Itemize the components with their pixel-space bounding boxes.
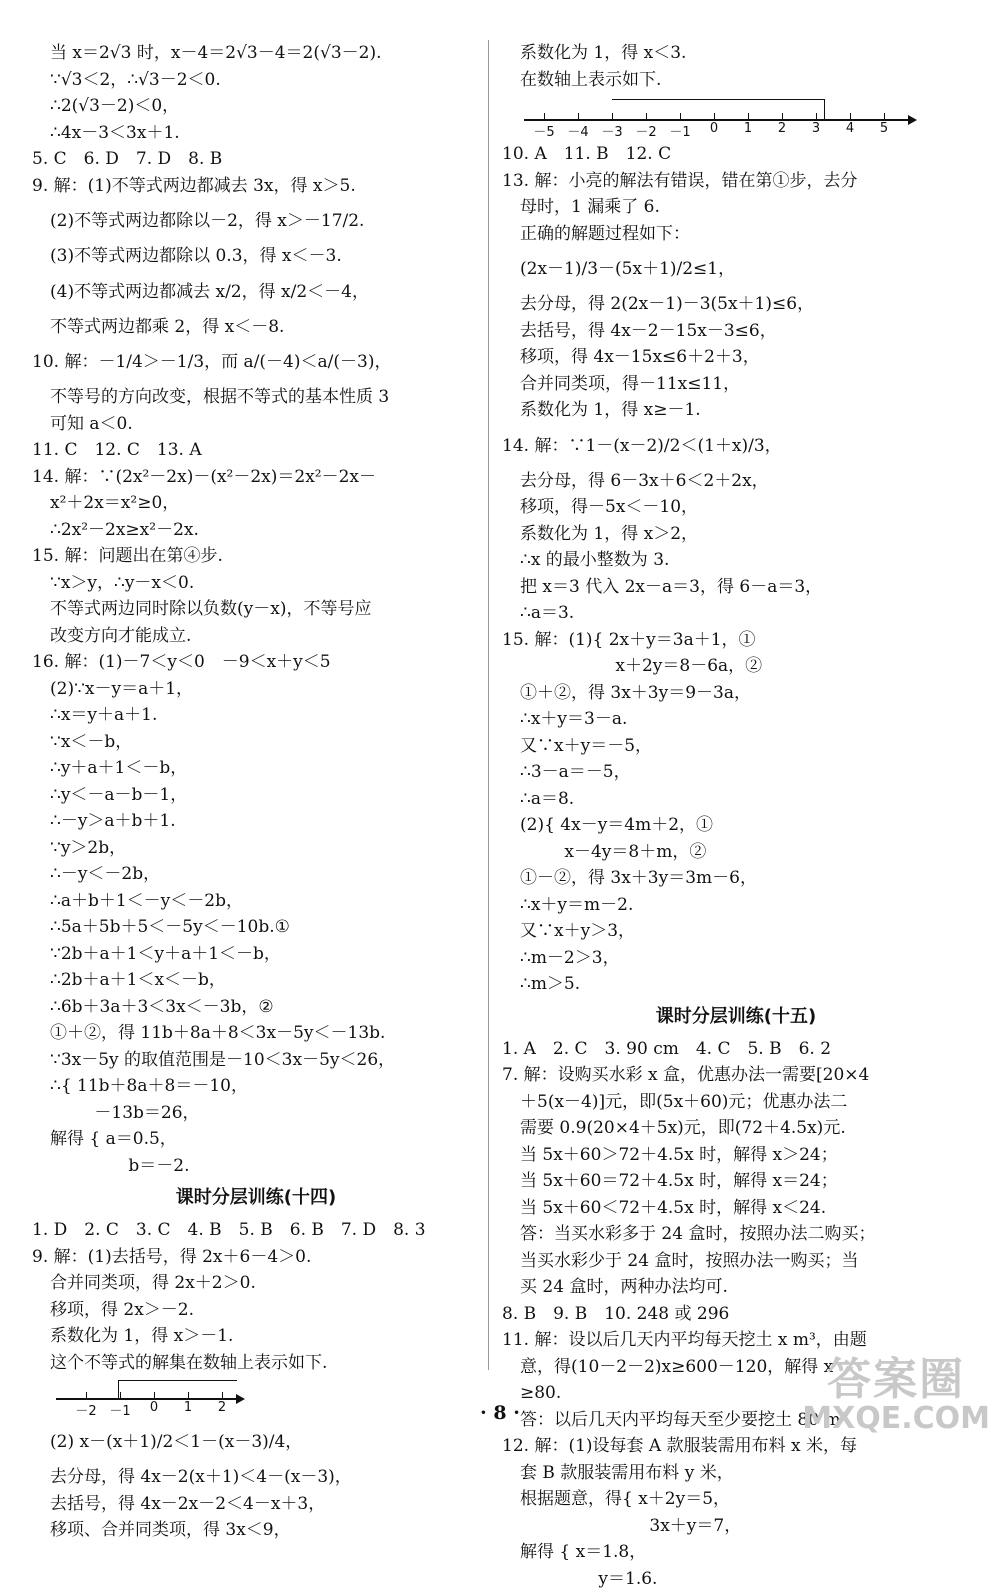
left2-line: 合并同类项，得 2x＋2＞0. bbox=[32, 1270, 480, 1297]
number-line-tick bbox=[646, 113, 647, 119]
left-line: ∵y＞2b， bbox=[32, 835, 480, 862]
left-line: ∵x＜－b， bbox=[32, 729, 480, 756]
right3-line: 当 5x＋60＜72＋4.5x 时，解得 x＜24. bbox=[502, 1195, 970, 1222]
left-line: ∴x＝y＋a＋1. bbox=[32, 702, 480, 729]
number-line-tick bbox=[544, 113, 545, 119]
right3-line: 当买水彩少于 24 盒时，按照办法一购买；当 bbox=[502, 1248, 970, 1275]
left-line: 不等式两边同时除以负数(y－x)，不等号应 bbox=[32, 596, 480, 623]
left-line: 当 x＝2√3 时，x－4＝2√3－4＝2(√3－2). bbox=[32, 40, 480, 67]
left2-line: 这个不等式的解集在数轴上表示如下. bbox=[32, 1350, 480, 1377]
right3-line: ≥80. bbox=[502, 1380, 970, 1407]
right3-line: 根据题意，得{ x＋2y＝5， bbox=[502, 1486, 970, 1513]
left-line: 不等号的方向改变，根据不等式的基本性质 3 bbox=[32, 384, 480, 411]
left-line: ∵2b＋a＋1＜y＋a＋1＜－b， bbox=[32, 941, 480, 968]
left-line: ∴y＜－a－b－1， bbox=[32, 782, 480, 809]
left-line: 9. 解：(1)不等式两边都减去 3x，得 x＞5. bbox=[32, 173, 480, 200]
right2-line: ∴x＋y＝3－a. bbox=[502, 706, 970, 733]
left3-line: 去括号，得 4x－2x－2＜4－x＋3， bbox=[32, 1491, 480, 1518]
number-line-tick bbox=[222, 1392, 223, 1398]
right3-line: 12. 解：(1)设每套 A 款服装需用布料 x 米，每 bbox=[502, 1433, 970, 1460]
left-line: ∴－y＞a＋b＋1. bbox=[32, 808, 480, 835]
number-line-2 bbox=[524, 93, 924, 141]
number-line-label: 1 bbox=[744, 121, 752, 136]
right3-line: 当 5x＋60＞72＋4.5x 时，解得 x＞24； bbox=[502, 1142, 970, 1169]
number-line-label: 4 bbox=[846, 121, 854, 136]
left2-line: 9. 解：(1)去括号，得 2x＋6－4＞0. bbox=[32, 1244, 480, 1271]
left-line: 解得 { a＝0.5， bbox=[32, 1126, 480, 1153]
right2-line: 移项，得 4x－15x≤6＋2＋3， bbox=[502, 344, 970, 371]
left-line: ∴－y＜－2b， bbox=[32, 861, 480, 888]
number-line-label: 0 bbox=[150, 1400, 158, 1415]
right2-line: ∴3－a＝－5， bbox=[502, 759, 970, 786]
number-line-label: －3 bbox=[601, 121, 622, 140]
right2-line: 又∵x＋y＞3， bbox=[502, 918, 970, 945]
right3-line: y＝1.6. bbox=[502, 1566, 970, 1592]
left-line: ∵3x－5y 的取值范围是－10＜3x－5y＜26， bbox=[32, 1047, 480, 1074]
number-line-label: 2 bbox=[778, 121, 786, 136]
left-line: ①＋②，得 11b＋8a＋8＜3x－5y＜－13b. bbox=[32, 1020, 480, 1047]
left2-line: 移项，得 2x＞－2. bbox=[32, 1297, 480, 1324]
right3-line: 3x＋y＝7， bbox=[502, 1513, 970, 1540]
left-line: 15. 解：问题出在第④步. bbox=[32, 543, 480, 570]
left-line: 改变方向才能成立. bbox=[32, 623, 480, 650]
number-line-label: －4 bbox=[567, 121, 588, 140]
left-line: 14. 解：∵(2x²－2x)－(x²－2x)＝2x²－2x－ bbox=[32, 464, 480, 491]
right2-line: ∴m－2＞3， bbox=[502, 945, 970, 972]
right2-line: (2x－1)/3－(5x＋1)/2≤1， bbox=[502, 247, 970, 291]
left2-line: 1. D 2. C 3. C 4. B 5. B 6. B 7. D 8. 3 bbox=[32, 1217, 480, 1244]
right2-line: 15. 解：(1){ 2x＋y＝3a＋1，① bbox=[502, 627, 970, 654]
right2-line: x－4y＝8＋m，② bbox=[502, 839, 970, 866]
left-line: 16. 解：(1)－7＜y＜0 －9＜x＋y＜5 bbox=[32, 649, 480, 676]
watermark-logo: 答案圈 MXQE.COM bbox=[802, 1357, 990, 1435]
number-line-label: 0 bbox=[710, 121, 718, 136]
right3-line: 答：以后几天内平均每天至少要挖土 80 m³. bbox=[502, 1407, 970, 1434]
number-line-label: －1 bbox=[109, 1400, 130, 1419]
number-line-label: －5 bbox=[533, 121, 554, 140]
right3-line: 买 24 盒时，两种办法均可. bbox=[502, 1274, 970, 1301]
left-line: －13b＝26， bbox=[32, 1100, 480, 1127]
right3-line: 答：当买水彩多于 24 盒时，按照办法二购买； bbox=[502, 1221, 970, 1248]
right2-line: 14. 解：∵1－(x－2)/2＜(1＋x)/3， bbox=[502, 424, 970, 468]
right2-line: x＋2y＝8－6a，② bbox=[502, 653, 970, 680]
right2-line: 10. A 11. B 12. C bbox=[502, 141, 970, 168]
left-line: 11. C 12. C 13. A bbox=[32, 437, 480, 464]
left-line: 不等式两边都乘 2，得 x＜－8. bbox=[32, 314, 480, 341]
right2-line: ∴m＞5. bbox=[502, 971, 970, 998]
left2-line: 系数化为 1，得 x＞－1. bbox=[32, 1323, 480, 1350]
number-line-tick bbox=[782, 113, 783, 119]
left-line: (2)∵x－y＝a＋1， bbox=[32, 676, 480, 703]
left-line: ∴2b＋a＋1＜x＜－b， bbox=[32, 967, 480, 994]
left-line: 10. 解：－1/4＞－1/3，而 a/(－4)＜a/(－3)， bbox=[32, 340, 480, 384]
left-line: ∴2x²－2x≥x²－2x. bbox=[32, 517, 480, 544]
left-line: ∴2(√3－2)＜0， bbox=[32, 93, 480, 120]
right2-line: ①－②，得 3x＋3y＝3m－6， bbox=[502, 865, 970, 892]
page-number: · 8 · bbox=[0, 1402, 1000, 1424]
left3-line: (2) x－(x＋1)/2＜1－(x－3)/4， bbox=[32, 1420, 480, 1464]
left-line: (4)不等式两边都减去 x/2，得 x/2＜－4， bbox=[32, 270, 480, 314]
left-line: ∵x＞y，∴y－x＜0. bbox=[32, 570, 480, 597]
right2-line: 去括号，得 4x－2－15x－3≤6， bbox=[502, 318, 970, 345]
right3-line: ＋5(x－4)]元，即(5x＋60)元；优惠办法二 bbox=[502, 1089, 970, 1116]
right2-line: ∴a＝8. bbox=[502, 786, 970, 813]
number-line-label: 1 bbox=[184, 1400, 192, 1415]
right2-line: 又∵x＋y＝－5， bbox=[502, 733, 970, 760]
right2-line: 母时，1 漏乘了 6. bbox=[502, 194, 970, 221]
right2-line: (2){ 4x－y＝4m＋2，① bbox=[502, 812, 970, 839]
left-line: ∴y＋a＋1＜－b， bbox=[32, 755, 480, 782]
right3-line: 当 5x＋60＝72＋4.5x 时，解得 x＝24； bbox=[502, 1168, 970, 1195]
number-line-tick bbox=[120, 1392, 121, 1398]
number-line-tick bbox=[680, 113, 681, 119]
left3-line: 去分母，得 4x－2(x＋1)＜4－(x－3)， bbox=[32, 1464, 480, 1491]
number-line-tick bbox=[612, 113, 613, 119]
number-line-tick bbox=[816, 113, 817, 119]
section-title-15: 课时分层训练(十五) bbox=[502, 998, 970, 1036]
right2-line: ①＋②，得 3x＋3y＝9－3a， bbox=[502, 680, 970, 707]
left-line: ∴4x－3＜3x＋1. bbox=[32, 120, 480, 147]
right2-line: 去分母，得 6－3x＋6＜2＋2x， bbox=[502, 468, 970, 495]
column-divider bbox=[488, 40, 489, 1370]
left-line: (2)不等式两边都除以－2，得 x＞－17/2. bbox=[32, 199, 480, 243]
number-line-label: －1 bbox=[669, 121, 690, 140]
left-line: b＝－2. bbox=[32, 1153, 480, 1180]
right2-line: 13. 解：小亮的解法有错误，错在第①步，去分 bbox=[502, 168, 970, 195]
number-line-tick bbox=[748, 113, 749, 119]
right3-line: 套 B 款服装需用布料 y 米， bbox=[502, 1460, 970, 1487]
right2-line: ∴x 的最小整数为 3. bbox=[502, 547, 970, 574]
left-line: ∴5a＋5b＋5＜－5y＜－10b.① bbox=[32, 914, 480, 941]
right-line: 系数化为 1，得 x＜3. bbox=[502, 40, 970, 67]
right2-line: 正确的解题过程如下： bbox=[502, 221, 970, 248]
left-line: x²＋2x＝x²≥0， bbox=[32, 490, 480, 517]
right2-line: 系数化为 1，得 x＞2， bbox=[502, 521, 970, 548]
number-line-tick bbox=[884, 113, 885, 119]
right2-line: 移项，得－5x＜－10， bbox=[502, 494, 970, 521]
number-line-tick bbox=[578, 113, 579, 119]
right2-line: 把 x＝3 代入 2x－a＝3，得 6－a＝3， bbox=[502, 574, 970, 601]
number-line-label: 2 bbox=[218, 1400, 226, 1415]
left3-line: 移项、合并同类项，得 3x＜9， bbox=[32, 1517, 480, 1544]
right-line: 在数轴上表示如下. bbox=[502, 67, 970, 94]
left-line: (3)不等式两边都除以 0.3，得 x＜－3. bbox=[32, 243, 480, 270]
right3-line: 1. A 2. C 3. 90 cm 4. C 5. B 6. 2 bbox=[502, 1036, 970, 1063]
number-line-tick bbox=[188, 1392, 189, 1398]
left-line: ∵√3＜2，∴√3－2＜0. bbox=[32, 67, 480, 94]
left-line: ∴6b＋3a＋3＜3x＜－3b，② bbox=[32, 994, 480, 1021]
number-line-tick bbox=[154, 1392, 155, 1398]
number-line-tick bbox=[850, 113, 851, 119]
left-line: ∴{ 11b＋8a＋8＝－10， bbox=[32, 1073, 480, 1100]
right3-line: 8. B 9. B 10. 248 或 296 bbox=[502, 1301, 970, 1328]
right2-line: ∴x＋y＝m－2. bbox=[502, 892, 970, 919]
left-line: ∴a＋b＋1＜－y＜－2b， bbox=[32, 888, 480, 915]
number-line-tick bbox=[86, 1392, 87, 1398]
section-title-14: 课时分层训练(十四) bbox=[32, 1179, 480, 1217]
right3-line: 意，得(10－2－2)x≥600－120，解得 x bbox=[502, 1354, 970, 1381]
left-column bbox=[32, 40, 480, 1544]
right3-line: 需要 0.9(20×4＋5x)元，即(72＋4.5x)元. bbox=[502, 1115, 970, 1142]
number-line-label: 5 bbox=[880, 121, 888, 136]
right3-line: 7. 解：设购买水彩 x 盒，优惠办法一需要[20×4 bbox=[502, 1062, 970, 1089]
left-line: 5. C 6. D 7. D 8. B bbox=[32, 146, 480, 173]
number-line-tick bbox=[714, 113, 715, 119]
number-line-label: －2 bbox=[635, 121, 656, 140]
number-line-label: 3 bbox=[812, 121, 820, 136]
right2-line: 合并同类项，得－11x≤11， bbox=[502, 371, 970, 398]
right2-line: 系数化为 1，得 x≥－1. bbox=[502, 397, 970, 424]
right2-line: 去分母，得 2(2x－1)－3(5x＋1)≤6， bbox=[502, 291, 970, 318]
right2-line: ∴a＝3. bbox=[502, 600, 970, 627]
right3-line: 解得 { x＝1.8， bbox=[502, 1539, 970, 1566]
right3-line: 11. 解：设以后几天内平均每天挖土 x m³，由题 bbox=[502, 1327, 970, 1354]
left-line: 可知 a＜0. bbox=[32, 411, 480, 438]
number-line-label: －2 bbox=[75, 1400, 96, 1419]
